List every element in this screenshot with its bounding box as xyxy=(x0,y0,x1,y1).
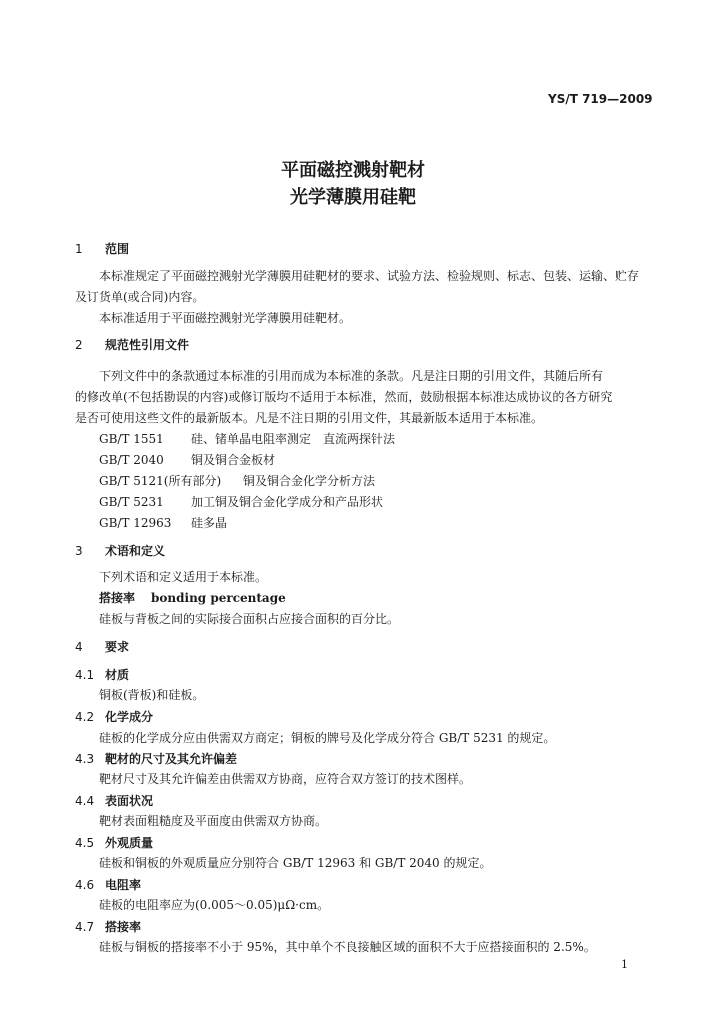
subsection-title: 电阻率 xyxy=(105,878,142,892)
standard-code: YS/T 719—2009 xyxy=(548,92,653,106)
section-title: 范围 xyxy=(105,242,130,256)
reference-item xyxy=(99,515,227,531)
subsection-text: 硅板与铜板的搭接率不小于 95%，其中单个不良接触区域的面积不大于应搭接面积的 2.5%。 xyxy=(99,940,596,954)
subsection-text: 硅板的电阻率应为(0.005～0.05)μΩ·cm。 xyxy=(99,898,330,912)
reference-code: GB/T 2040 xyxy=(99,453,164,467)
section-1-para2: 本标准适用于平面磁控溅射光学薄膜用硅靶材。 xyxy=(99,311,352,325)
section-2-para-line3: 是否可使用这些文件的最新版本。凡是不注日期的引用文件，其最新版本适用于本标准。 xyxy=(75,411,544,425)
subsection-heading xyxy=(75,708,153,725)
subsection-text: 靶材表面粗糙度及平面度由供需双方协商。 xyxy=(99,814,328,828)
section-1-para1-line2: 及订货单(或合同)内容。 xyxy=(75,290,205,304)
section-3-heading xyxy=(75,542,165,559)
subsection-text: 铜板(背板)和硅板。 xyxy=(99,688,205,702)
reference-code: GB/T 5121(所有部分) xyxy=(99,474,222,488)
section-2-para-line1: 下列文件中的条款通过本标准的引用而成为本标准的条款。凡是注日期的引用文件，其随后所有 xyxy=(99,369,604,383)
section-1-para1-line1: 本标准规定了平面磁控溅射光学薄膜用硅靶材的要求、试验方法、检验规则、标志、包装、运输、贮存 xyxy=(99,269,640,283)
term-entry xyxy=(99,590,286,606)
reference-code: GB/T 5231 xyxy=(99,495,164,509)
subsection-title: 化学成分 xyxy=(105,710,154,724)
document-title-line2: 光学薄膜用硅靶 xyxy=(290,187,416,208)
subsection-number: 4.2 xyxy=(75,710,95,724)
reference-code: GB/T 12963 xyxy=(99,516,172,530)
reference-code: GB/T 1551 xyxy=(99,432,164,446)
section-4-heading xyxy=(75,638,129,655)
section-1-heading xyxy=(75,240,129,257)
section-title: 规范性引用文件 xyxy=(105,338,190,352)
subsection-heading xyxy=(75,834,153,851)
subsection-heading xyxy=(75,918,141,935)
section-number: 3 xyxy=(75,544,83,558)
subsection-number: 4.1 xyxy=(75,668,95,682)
section-2-para-line2: 的修改单(不包括勘误的内容)或修订版均不适用于本标准，然而，鼓励根据本标准达成协议的各方研究 xyxy=(75,390,613,404)
reference-item xyxy=(99,431,395,447)
subsection-title: 材质 xyxy=(105,668,130,682)
document-title-line1: 平面磁控溅射靶材 xyxy=(281,160,425,181)
subsection-text: 靶材尺寸及其允许偏差由供需双方协商，应符合双方签订的技术图样。 xyxy=(99,772,472,786)
reference-title: 铜及铜合金板材 xyxy=(191,453,276,467)
subsection-heading xyxy=(75,750,237,767)
section-number: 2 xyxy=(75,338,83,352)
subsection-title: 靶材的尺寸及其允许偏差 xyxy=(105,752,238,766)
term-definition: 硅板与背板之间的实际接合面积占应接合面积的百分比。 xyxy=(99,612,400,626)
subsection-number: 4.4 xyxy=(75,794,95,808)
subsection-title: 表面状况 xyxy=(105,794,154,808)
subsection-text: 硅板和铜板的外观质量应分别符合 GB/T 12963 和 GB/T 2040 的规定。 xyxy=(99,856,492,870)
section-title: 术语和定义 xyxy=(105,544,166,558)
page-number: 1 xyxy=(621,958,628,971)
reference-title: 铜及铜合金化学分析方法 xyxy=(243,474,376,488)
subsection-title: 外观质量 xyxy=(105,836,154,850)
term-english: bonding percentage xyxy=(151,591,286,605)
section-2-heading xyxy=(75,336,189,353)
reference-item xyxy=(99,494,383,510)
reference-title: 加工铜及铜合金化学成分和产品形状 xyxy=(191,495,384,509)
section-title: 要求 xyxy=(105,640,130,654)
subsection-number: 4.3 xyxy=(75,752,95,766)
subsection-heading xyxy=(75,792,153,809)
subsection-number: 4.6 xyxy=(75,878,95,892)
subsection-number: 4.7 xyxy=(75,920,95,934)
reference-title: 硅、锗单晶电阻率测定 直流两探针法 xyxy=(191,432,396,446)
subsection-title: 搭接率 xyxy=(105,920,142,934)
section-number: 4 xyxy=(75,640,83,654)
reference-title: 硅多晶 xyxy=(191,516,228,530)
subsection-number: 4.5 xyxy=(75,836,95,850)
section-number: 1 xyxy=(75,242,83,256)
subsection-text: 硅板的化学成分应由供需双方商定；铜板的牌号及化学成分符合 GB/T 5231 的规定。 xyxy=(99,731,556,745)
subsection-heading xyxy=(75,876,141,893)
section-3-para: 下列术语和定义适用于本标准。 xyxy=(99,570,268,584)
subsection-heading xyxy=(75,666,129,683)
reference-item xyxy=(99,452,275,468)
term-chinese: 搭接率 xyxy=(99,591,136,605)
reference-item xyxy=(99,473,375,489)
